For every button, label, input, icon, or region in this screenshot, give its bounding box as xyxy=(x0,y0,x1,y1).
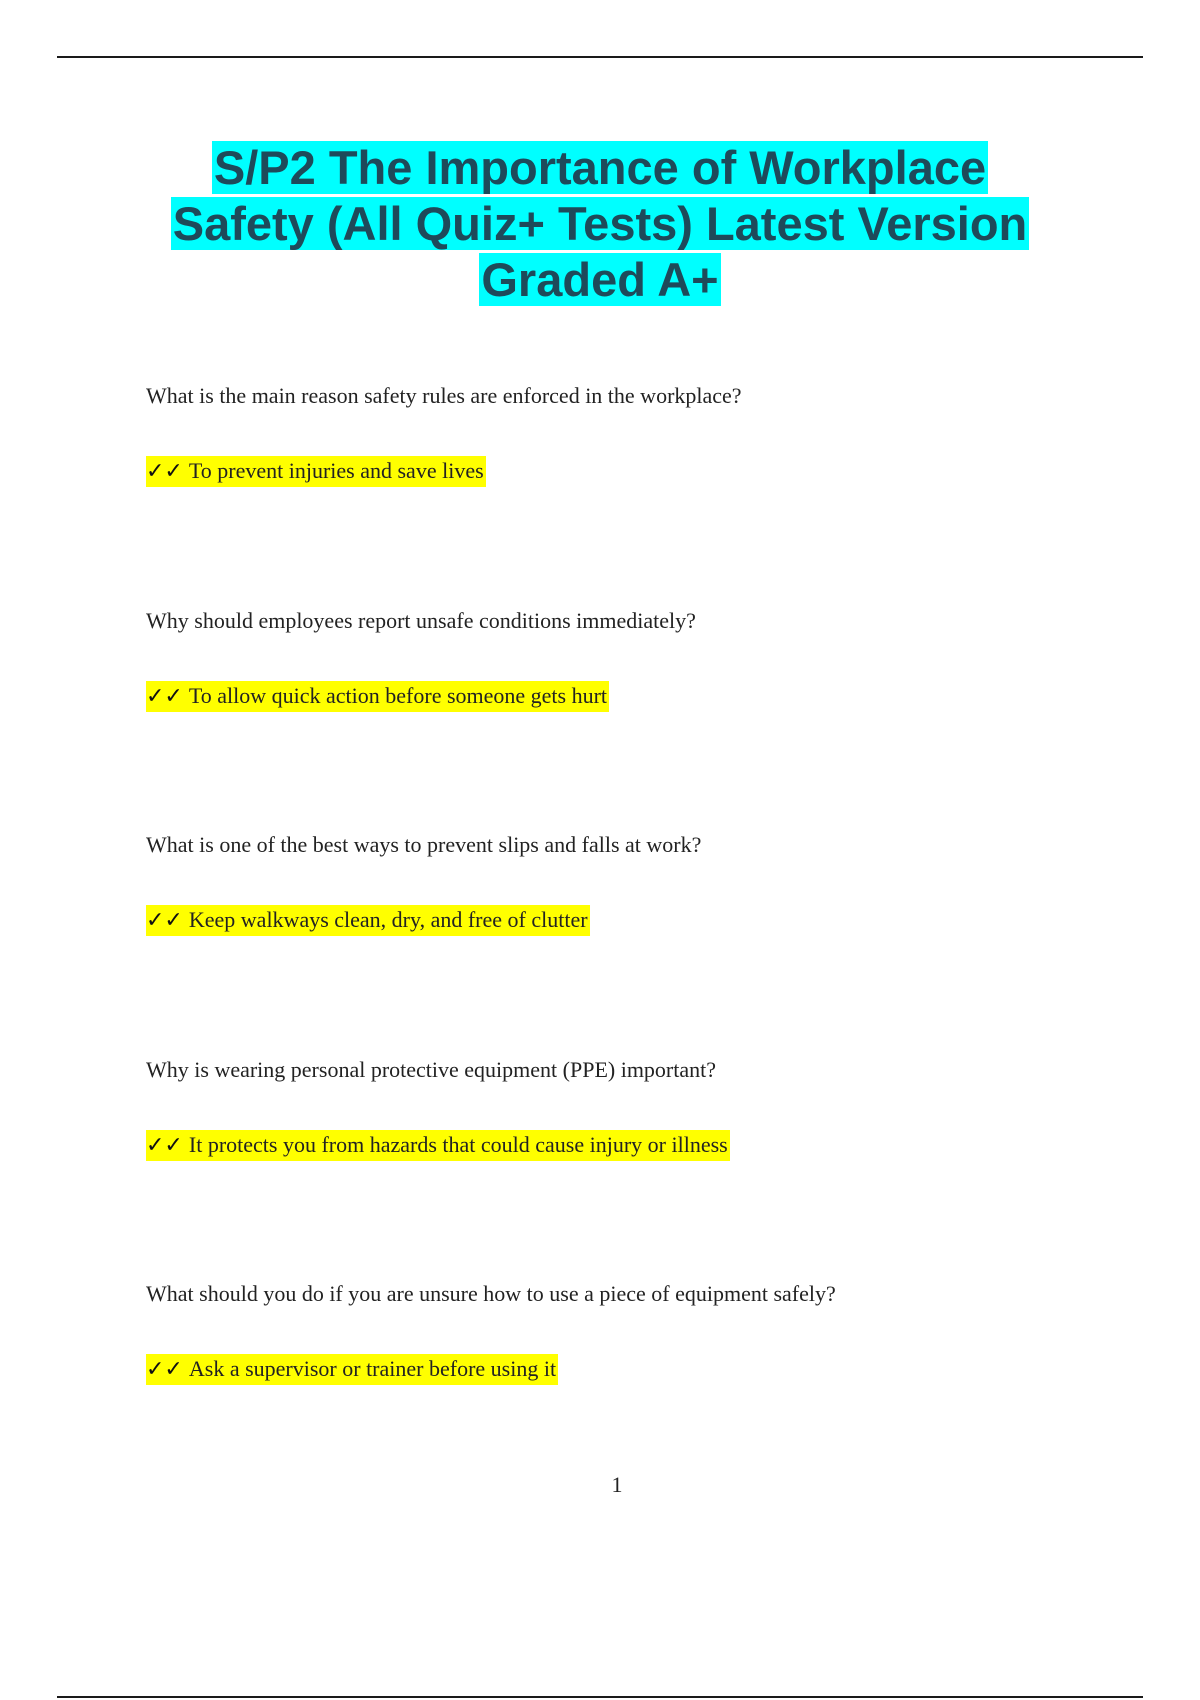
answer-5 xyxy=(146,1354,558,1385)
answer-4 xyxy=(146,1130,730,1161)
answer-1-text: To prevent injuries and save lives xyxy=(188,458,484,483)
title-line-3: Graded A+ xyxy=(481,253,719,306)
double-check-icon: ✓✓ xyxy=(146,908,183,933)
double-check-icon: ✓✓ xyxy=(146,459,183,484)
answer-3-text: Keep walkways clean, dry, and free of clutter xyxy=(188,907,588,932)
title-line-2: Safety (All Quiz+ Tests) Latest Version xyxy=(172,197,1028,250)
title-line-1: S/P2 The Importance of Workplace xyxy=(213,141,987,194)
answer-5-text: Ask a supervisor or trainer before using it xyxy=(188,1356,557,1381)
bottom-rule xyxy=(57,1696,1143,1698)
question-3: What is one of the best ways to prevent slips and falls at work? xyxy=(146,832,702,857)
top-rule xyxy=(57,56,1143,58)
answer-1 xyxy=(146,456,486,487)
answer-3 xyxy=(146,905,590,936)
double-check-icon: ✓✓ xyxy=(146,1133,183,1158)
double-check-icon: ✓✓ xyxy=(146,1357,183,1382)
answer-4-text: It protects you from hazards that could cause injury or illness xyxy=(188,1132,728,1157)
question-1: What is the main reason safety rules are enforced in the workplace? xyxy=(146,383,742,408)
document-title xyxy=(100,140,1100,308)
page-number: 1 xyxy=(611,1472,623,1497)
question-4: Why is wearing personal protective equipment (PPE) important? xyxy=(146,1057,717,1082)
question-2: Why should employees report unsafe conditions immediately? xyxy=(146,608,696,633)
double-check-icon: ✓✓ xyxy=(146,684,183,709)
question-5: What should you do if you are unsure how to use a piece of equipment safely? xyxy=(146,1281,836,1306)
answer-2-text: To allow quick action before someone gets hurt xyxy=(188,683,608,708)
answer-2 xyxy=(146,681,609,712)
